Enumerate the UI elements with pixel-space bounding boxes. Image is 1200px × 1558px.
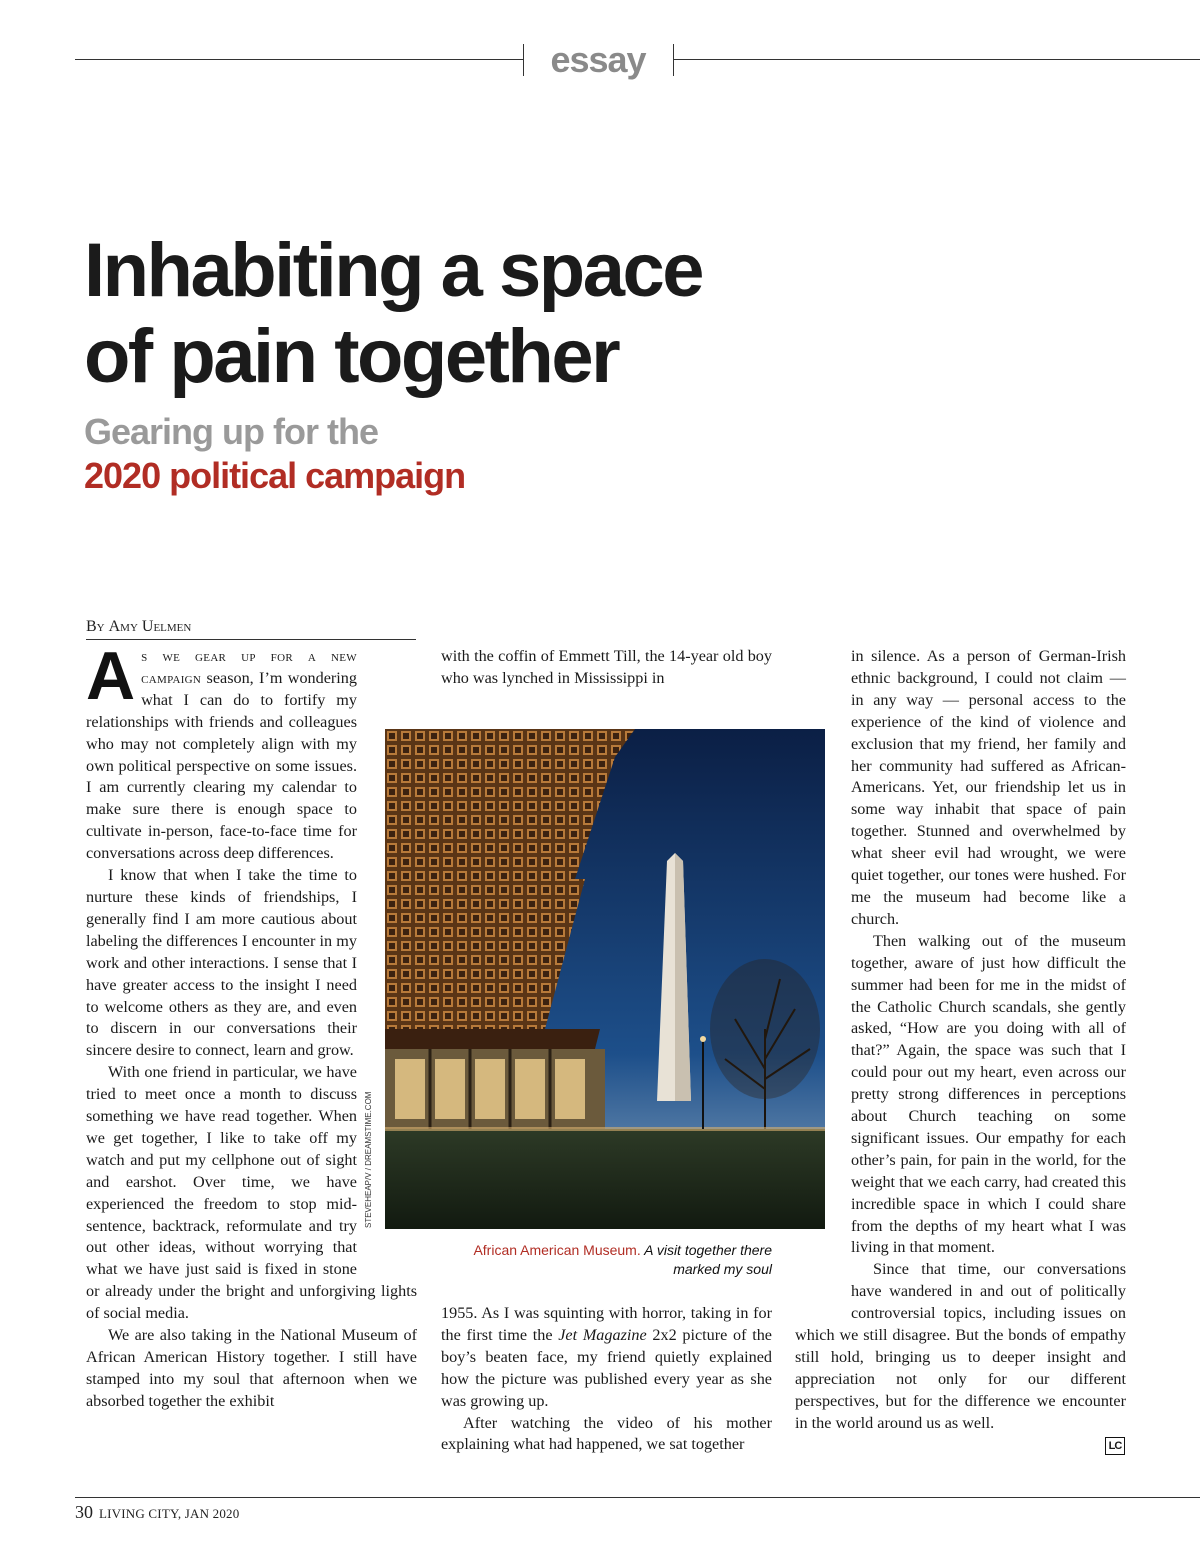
col2-top-text: with the coffin of Emmett Till, the 14-year old boy who was lynched in Mississippi in xyxy=(441,647,772,687)
article-column-2-top xyxy=(441,646,772,690)
title-line-1: Inhabiting a space xyxy=(84,228,703,313)
jet-magazine-title: Jet Magazine xyxy=(558,1325,647,1344)
page-number: 30 xyxy=(75,1502,93,1522)
header-tick-left xyxy=(523,44,524,76)
subtitle-red: 2020 political campaign xyxy=(84,455,466,496)
lead-in-small-caps: s we gear up for a new campaign xyxy=(141,647,357,687)
paragraph-1-rest: season, I’m wondering what I can do to fortify my relationships with friends and colleagues who may not completely align with my own political perspective on some issues. I am currently clearing my calendar to make sure there is enough space to cultivate in-person, face-to-face time for conversations across deep differences. xyxy=(86,668,357,863)
header-tick-right xyxy=(673,44,674,76)
section-label: essay xyxy=(550,39,646,80)
paragraph-3: With one friend in particular, we have tried to meet once a month to discuss something we have read together. When we get together, I like to take off my watch and put my cellphone out of sight and earshot. Over time, we have experienced the freedom to stop mid-sentence, backtrack, reformulate and try out other ideas, without worrying that what we have just said is fixed in stone or already under the bright and unforgiving lights of social media. xyxy=(86,1063,417,1323)
photo-caption xyxy=(440,1241,772,1279)
museum-photo xyxy=(385,729,825,1229)
header-rule-right xyxy=(674,59,1200,60)
article-column-3 xyxy=(795,646,1126,1435)
title-line-2: of pain together xyxy=(84,314,619,399)
photo-credit: STEVEHEAP/V / DREAMSTIME.COM xyxy=(364,1091,373,1228)
col2-paragraph-next: After watching the video of his mother explaining what had happened, we sat together xyxy=(441,1413,772,1454)
byline-author: Amy Uelmen xyxy=(108,618,192,635)
article-title xyxy=(84,228,844,400)
col3-paragraph-3: Since that time, our conversations have wandered in and out of politically controversial topics, including issues on which we still disagree. But the bonds of empathy still hold, bringing us to deeper insight and appreciation not only for our different perspectives, but for the difference we encounter in the world around us as well. xyxy=(795,1260,1126,1432)
byline xyxy=(86,616,416,640)
caption-text: A visit together there marked my soul xyxy=(640,1242,772,1277)
col3-paragraph-2: Then walking out of the museum together, aware of just how difficult the summer had been for me in the midst of the Catholic Church scandals, she gently asked, “How are you doing with all of that?” Again, the space was such that I could pour out my heart, even across our pretty strong differences in perceptions about Church teaching on some significant issues. Our empathy for each other’s pain, for pain in the world, for the weight that we each carry, had created this incredible space in which I could share from the depths of my heart what I was living in that moment. xyxy=(851,931,1126,1257)
col2-bottom-text xyxy=(441,1303,772,1413)
paragraph-2: I know that when I take the time to nurture these kinds of friendships, I generally find I am more cautious about labeling the differences I encounter in my work and other interactions. I sense that I have greater access to the insight I need to welcome others as they are, and even to discern in our conversations their sincere desire to connect, learn and grow. xyxy=(86,866,357,1060)
col2-bottom-b: 2x2 picture of the boy’s beaten face, my friend quietly explained how the picture was published every year as she was growing up. xyxy=(441,1325,772,1410)
end-of-article-logo: LC xyxy=(1105,1437,1125,1455)
article-column-1 xyxy=(86,638,417,1413)
col2-bottom-a: 1955. As I was squinting with horror, taking in for the first time the xyxy=(441,1304,772,1344)
caption-title: African American Museum. xyxy=(473,1242,641,1258)
footer-rule xyxy=(75,1497,1200,1498)
col3-paragraph-1: in silence. As a person of German-Irish ethnic background, I could not claim — in any way — personal access to the experience of the kind of violence and exclusion that my friend, her family and her community had suffered as African-Americans. Yet, our friendship let us in some way inhabit that space of pain together. Stunned and overwhelmed by what sheer evil had wrought, we were quiet together, our tones were hushed. For me the museum had become like a church. xyxy=(851,647,1126,928)
byline-prefix: By xyxy=(86,618,105,635)
subtitle-grey: Gearing up for the xyxy=(84,411,379,452)
drop-cap: A xyxy=(86,638,136,714)
header-rule-left xyxy=(75,59,523,60)
publication-info: LIVING CITY, JAN 2020 xyxy=(99,1506,240,1521)
article-column-2-bottom xyxy=(441,1303,772,1456)
page-footer xyxy=(75,1501,239,1525)
museum-photo-illustration xyxy=(385,729,825,1229)
paragraph-4: We are also taking in the National Museum of African American History together. I still have stamped into my soul that afternoon when we absorbed together the exhibit xyxy=(86,1326,417,1410)
